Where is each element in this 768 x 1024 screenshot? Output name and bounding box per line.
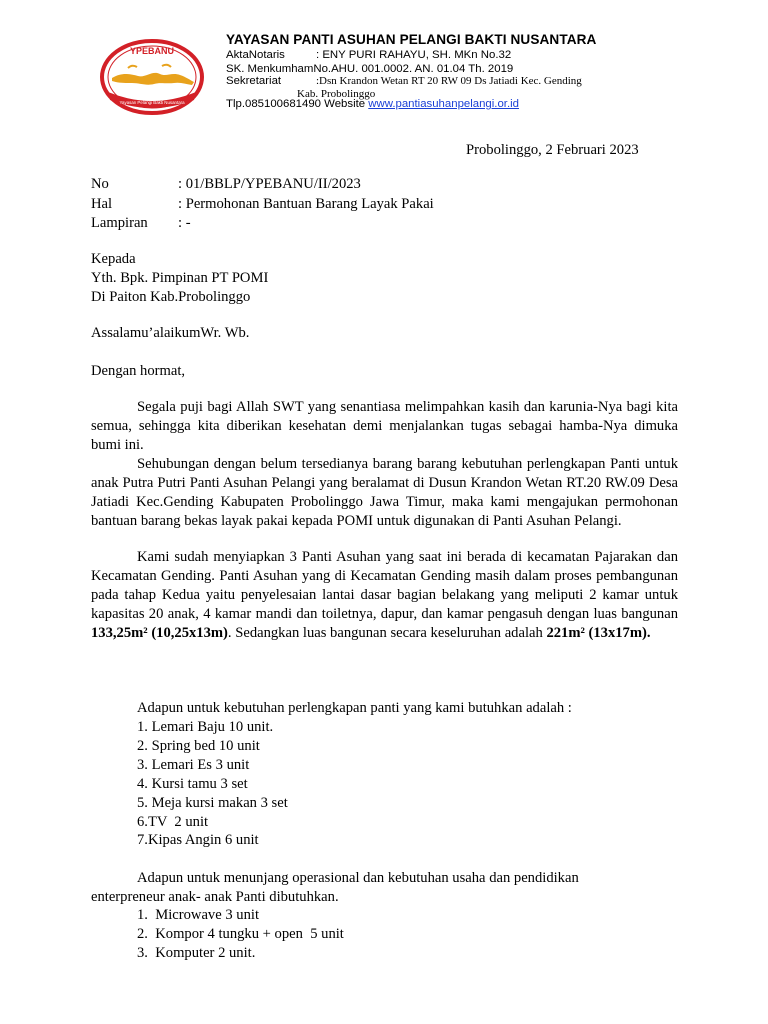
recipient-to: Kepada	[91, 251, 136, 267]
paragraph-2	[91, 455, 678, 531]
recipient-address: Di Paiton Kab.Probolinggo	[91, 289, 251, 305]
building-area-value: 133,25m² (10,25x13m)	[91, 624, 228, 641]
greeting: Dengan hormat,	[91, 363, 186, 379]
notary-label: AktaNotaris	[226, 49, 285, 61]
logo-caption: Yayasan Pelangi Bakti Nusantara	[119, 100, 185, 105]
list-item: 1. Lemari Baju 10 unit.	[137, 719, 274, 735]
recipient-name: Yth. Bpk. Pimpinan PT POMI	[91, 270, 269, 286]
secretariat-line-2: Kab. Probolinggo	[297, 88, 376, 100]
list-item: 1. Microwave 3 unit	[137, 907, 259, 923]
list-item: 5. Meja kursi makan 3 set	[137, 794, 288, 811]
foundation-logo	[100, 38, 204, 116]
paragraph-1-text: Segala puji bagi Allah SWT yang senantiasa melimpahkan kasih dan karunia-Nya bagi kita semua, sehingga kita diberikan kesehatan demi menjalankan tugas sebagai hamba-Nya dimuka bumi ini.	[91, 399, 678, 453]
needs-intro: Adapun untuk kebutuhan perlengkapan panti yang kami butuhkan adalah :	[137, 700, 572, 716]
meta-number	[91, 175, 361, 193]
list-item: 6.TV 2 unit	[137, 813, 209, 830]
operational-intro-line-2: enterpreneur anak- anak Panti dibutuhkan.	[91, 889, 339, 905]
meta-subject	[91, 195, 434, 213]
meta-subject-value: : Permohonan Bantuan Barang Layak Pakai	[178, 196, 434, 212]
notary-value: : ENY PURI RAHAYU, SH. MKn No.32	[316, 49, 512, 61]
paragraph-3	[91, 548, 678, 643]
needs-list	[137, 718, 288, 850]
secretariat-value: :Dsn Krandon Wetan RT 20 RW 09 Ds Jatiadi Kec. Gending	[316, 75, 582, 87]
total-area-value: 221m² (13x17m).	[546, 624, 651, 641]
secretariat-label: Sekretariat	[226, 75, 282, 87]
operational-intro: Adapun untuk menunjang operasional dan kebutuhan usaha dan pendidikan	[137, 870, 579, 886]
foundation-name: YAYASAN PANTI ASUHAN PELANGI BAKTI NUSANTARA	[226, 32, 597, 47]
meta-attachment-value: : -	[178, 215, 191, 231]
contact-line	[226, 98, 519, 110]
meta-attachment	[91, 214, 191, 232]
sk-line: SK. MenkumhamNo.AHU. 001.0002. AN. 01.04 Th. 2019	[226, 63, 514, 75]
meta-number-label: No	[91, 176, 109, 192]
meta-subject-label: Hal	[91, 196, 113, 212]
operational-list	[137, 906, 344, 963]
secretariat-line	[226, 75, 582, 87]
list-item: 7.Kipas Angin 6 unit	[137, 832, 259, 849]
logo-label: YPEBANU	[129, 46, 175, 56]
meta-number-value: : 01/BBLP/YPEBANU/II/2023	[178, 176, 361, 192]
paragraph-1	[91, 398, 678, 455]
meta-attachment-label: Lampiran	[91, 215, 148, 231]
notary-line	[226, 49, 511, 61]
paragraph-3-part-c: . Sedangkan luas bangunan secara keseluruhan adalah	[227, 624, 547, 641]
list-item: 3. Lemari Es 3 unit	[137, 756, 250, 773]
list-item: 3. Komputer 2 unit.	[137, 944, 256, 961]
list-item: 2. Spring bed 10 unit	[137, 737, 260, 754]
opening-salam: Assalamu’alaikumWr. Wb.	[91, 325, 250, 341]
phone-text: Tlp.085100681490 Website	[226, 98, 369, 110]
list-item: 4. Kursi tamu 3 set	[137, 775, 248, 792]
website-link[interactable]: www.pantiasuhanpelangi.or.id	[368, 98, 519, 110]
letter-date: Probolinggo, 2 Februari 2023	[466, 142, 639, 158]
list-item: 2. Kompor 4 tungku + open 5 unit	[137, 925, 344, 942]
paragraph-2-text: Sehubungan dengan belum tersedianya barang barang kebutuhan perlengkapan Panti untuk anak Putra Putri Panti Asuhan Pelangi yang beralamat di Dusun Krandon Wetan RT.20 RW.09 Desa Jatiadi Kec.Gending Kabupaten Probolinggo Jawa Timur, maka kami mengajukan permohonan bantuan barang bekas layak pakai kepada POMI untuk digunakan di Panti Asuhan Pelangi.	[91, 456, 678, 529]
paragraph-3-text	[91, 548, 678, 643]
paragraph-3-part-a: Kami sudah menyiapkan 3 Panti Asuhan yang saat ini berada di kecamatan Pajarakan dan Kecamatan Gending. Panti Asuhan yang di Kecamatan Gending masih dalam proses pembangunan pada tahap Kedua yaitu penyelesaian lantai dasar bagian belakang yang meliputi 2 kamar untuk kapasitas 20 anak, 4 kamar mandi dan toiletnya, dapur, dan kamar pengasuh dengan luas bangunan	[91, 549, 678, 622]
